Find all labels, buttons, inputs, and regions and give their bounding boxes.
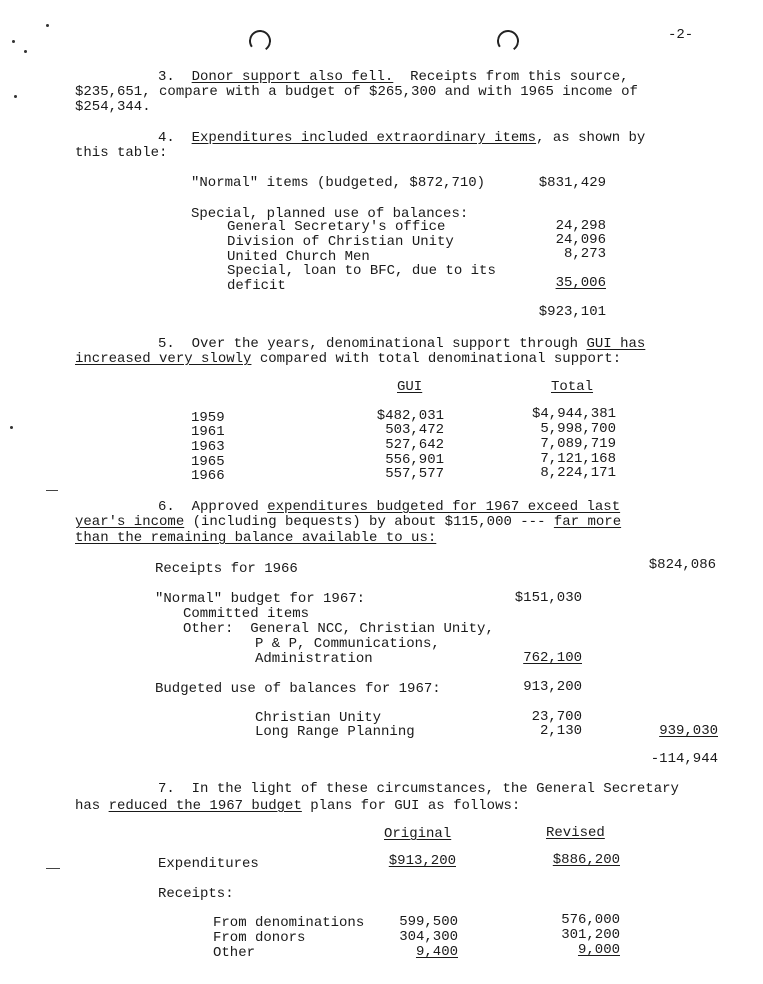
- receipt-revised: 576,000: [561, 912, 620, 928]
- total-value: 5,998,700: [540, 421, 616, 437]
- special-item-value: 24,096: [555, 232, 606, 248]
- receipt-source: Other: [213, 945, 256, 961]
- original-column-header: Original: [384, 826, 452, 842]
- receipt-original: 9,400: [415, 944, 458, 960]
- gui-column-header: GUI: [397, 379, 423, 395]
- para-5-line-2: [75, 352, 621, 367]
- committed-items-label: Committed items: [183, 606, 310, 622]
- para-7-line-2: [75, 799, 520, 814]
- total-value: 8,224,171: [540, 465, 616, 481]
- gui-value: 557,577: [385, 466, 444, 482]
- para-6-underlined: expenditures budgeted for 1967 exceed last: [267, 499, 621, 515]
- year: 1966: [191, 468, 225, 484]
- para-6-line-2: [75, 515, 621, 530]
- other-items-label: Other: General NCC, Christian Unity,: [183, 621, 494, 637]
- budgeted-balances-label: Budgeted use of balances for 1967:: [155, 681, 441, 697]
- year: 1965: [191, 454, 225, 470]
- para-4-line-1: [158, 131, 645, 146]
- gui-value: 527,642: [385, 437, 444, 453]
- binder-hole-left: [247, 28, 272, 53]
- gui-value: $482,031: [376, 408, 444, 424]
- para-5-underlined: increased very slowly: [75, 351, 252, 367]
- para-5-text: compared with total denominational support:: [251, 351, 622, 367]
- receipts-1966-label: Receipts for 1966: [155, 561, 298, 577]
- para-6-underlined: year's income: [75, 514, 185, 530]
- normal-items-label: "Normal" items (budgeted, $872,710): [191, 175, 486, 191]
- receipts-1966-value: $824,086: [648, 557, 716, 573]
- receipts-label: Receipts:: [158, 886, 234, 902]
- other-items-label: Administration: [255, 651, 373, 667]
- special-item: United Church Men: [227, 249, 370, 265]
- receipt-revised: 301,200: [561, 927, 620, 943]
- scan-mark: [24, 50, 27, 53]
- gui-value: 503,472: [385, 422, 444, 438]
- normal-budget-value: $151,030: [514, 590, 582, 606]
- christian-unity-value: 23,700: [531, 709, 582, 725]
- para-7-text: In the light of these circumstances, the General Secretary: [191, 781, 679, 797]
- total-column-header: Total: [551, 379, 594, 395]
- para-5-underlined: GUI has: [586, 336, 646, 352]
- para-6-line-3: than the remaining balance available to us:: [75, 530, 437, 546]
- para-3-line-3: $254,344.: [75, 99, 151, 115]
- para-5-number: 5.: [158, 336, 175, 352]
- special-item-value: 8,273: [563, 246, 606, 262]
- scan-mark: [14, 95, 17, 98]
- para-6-text: Approved: [191, 499, 268, 515]
- revised-column-header: Revised: [546, 825, 605, 841]
- total-value: $4,944,381: [531, 406, 616, 422]
- para-7-number: 7.: [158, 781, 175, 797]
- total-value: 7,089,719: [540, 436, 616, 452]
- para-4-heading: Expenditures included extraordinary items: [191, 130, 537, 146]
- para-3-heading: Donor support also fell.: [191, 69, 394, 85]
- para-5-text: Over the years, denominational support through: [191, 336, 587, 352]
- scan-mark: [46, 490, 58, 491]
- special-item: General Secretary's office: [227, 219, 446, 235]
- expenditures-revised: $886,200: [552, 852, 620, 868]
- para-3-line-2: $235,651, compare with a budget of $265,300 and with 1965 income of: [75, 84, 638, 100]
- normal-budget-label: "Normal" budget for 1967:: [155, 591, 366, 607]
- para-6-line-1: [158, 500, 620, 515]
- page-number: -2-: [668, 27, 694, 43]
- budgeted-balances-value: 913,200: [523, 679, 582, 695]
- year: 1963: [191, 439, 225, 455]
- year: 1961: [191, 424, 225, 440]
- para-3-number: 3.: [158, 69, 175, 85]
- deficit-value: -114,944: [650, 751, 718, 767]
- receipt-source: From donors: [213, 930, 306, 946]
- total-value: 7,121,168: [540, 451, 616, 467]
- special-item-value: 24,298: [555, 218, 606, 234]
- normal-items-value: $831,429: [538, 175, 606, 191]
- special-item: deficit: [227, 278, 286, 294]
- balances-total-value: 939,030: [659, 723, 718, 739]
- receipt-original: 599,500: [399, 914, 458, 930]
- special-item: Special, loan to BFC, due to its: [227, 263, 496, 279]
- para-6-number: 6.: [158, 499, 175, 515]
- expenditure-total: $923,101: [538, 304, 606, 320]
- expenditures-label: Expenditures: [158, 856, 259, 872]
- para-7-text: has: [75, 798, 109, 814]
- para-3-text: Receipts from this source,: [410, 69, 629, 85]
- gui-value: 556,901: [385, 452, 444, 468]
- scan-mark: [46, 24, 49, 27]
- scan-mark: [10, 426, 13, 429]
- para-7-line-1: [158, 782, 679, 797]
- para-6-underlined: far more: [553, 514, 622, 530]
- para-4-line-2: this table:: [75, 145, 168, 161]
- long-range-planning-value: 2,130: [539, 723, 582, 739]
- other-items-value: 762,100: [523, 650, 582, 666]
- para-4-number: 4.: [158, 130, 175, 146]
- christian-unity-label: Christian Unity: [255, 710, 382, 726]
- para-6-text: (including bequests) by about $115,000 ---: [184, 514, 554, 530]
- year: 1959: [191, 410, 225, 426]
- long-range-planning-label: Long Range Planning: [255, 724, 415, 740]
- special-item-value: 35,006: [555, 275, 606, 291]
- special-item: Division of Christian Unity: [227, 234, 454, 250]
- para-3-line-1: [158, 70, 629, 85]
- expenditures-original: $913,200: [388, 853, 456, 869]
- special-label: Special, planned use of balances:: [191, 206, 469, 222]
- binder-hole-right: [495, 28, 520, 53]
- receipt-original: 304,300: [399, 929, 458, 945]
- receipt-source: From denominations: [213, 915, 365, 931]
- para-7-underlined: reduced the 1967 budget: [108, 798, 302, 814]
- scan-mark: [12, 40, 15, 43]
- para-7-text: plans for GUI as follows:: [301, 798, 521, 814]
- para-5-line-1: [158, 337, 645, 352]
- other-items-label: P & P, Communications,: [255, 636, 440, 652]
- para-4-text: , as shown by: [536, 130, 646, 146]
- scan-mark: [46, 868, 60, 869]
- receipt-revised: 9,000: [577, 942, 620, 958]
